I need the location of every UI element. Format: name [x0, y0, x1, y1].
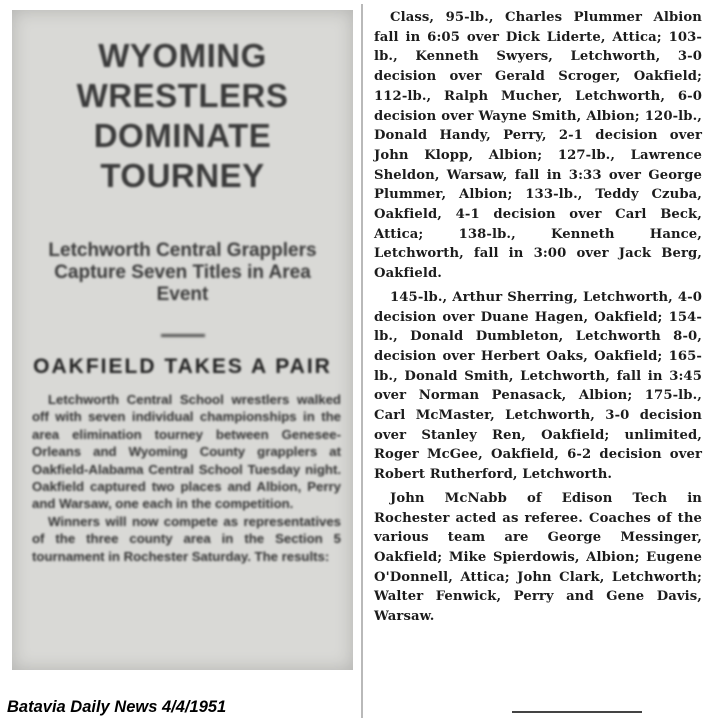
- source-caption: Batavia Daily News 4/4/1951: [7, 698, 227, 716]
- article-subhead: Letchworth Central Grapplers Capture Seven Titles in Area Event: [48, 240, 317, 305]
- article-kicker: OAKFIELD TAKES A PAIR: [33, 355, 332, 378]
- paragraph: Winners will now compete as representatives of the three county area in the Section 5 tournament in Rochester Saturday. The results:: [32, 513, 341, 564]
- paragraph: Class, 95-lb., Charles Plummer Albion fall in 6:05 over Dick Liderte, Attica; 103-lb., Kenneth Swyers, Letchworth, 3-0 decision over Gerald Scroger, Oakfield; 112-lb., Ralph Mucher, Letchworth, 6-0 decision over Wayne Smith, Albion; 120-lb., Donald Handy, Perry, 2-1 decision over John Klopp, Albion; 127-lb., Lawrence Sheldon, Warsaw, fall in 3:33 over George Plummer, Albion; 133-lb., Teddy Czuba, Oakfield, 4-1 decision over Carl Beck, Attica; 138-lb., Kenneth Hance, Letchworth, fall in 3:00 over Jack Berg, Oakfield.: [374, 10, 702, 282]
- right-column-results: [374, 8, 702, 708]
- section-divider: [161, 334, 205, 337]
- article-headline: WYOMING WRESTLERS DOMINATE TOURNEY: [76, 37, 289, 194]
- article-end-rule: [512, 711, 642, 713]
- paragraph: Letchworth Central School wrestlers walked off with seven individual championships in the area elimination tourney between Genesee-Orleans and Wyoming County grapplers at Oakfield-Alabama Central School Tuesday night. Oakfield captured two places and Albion, Perry and Warsaw, one each in the competition.: [32, 392, 341, 512]
- left-column-body: [32, 391, 341, 565]
- paragraph: John McNabb of Edison Tech in Rochester acted as referee. Coaches of the various team are George Messinger, Oakfield; Mike Spierdowis, Albion; Eugene O'Donnell, Attica; John Clark, Letchworth; Walter Fenwick, Perry and Gene Davis, Warsaw.: [374, 490, 702, 625]
- paragraph: 145-lb., Arthur Sherring, Letchworth, 4-0 decision over Duane Hagen, Oakfield; 154-lb., Donald Dumbleton, Letchworth 8-0, decision over Herbert Oaks, Oakfield; 165-lb., Donald Smith, Letchworth, fall in 3:45 over Norman Penasack, Albion; 175-lb., Carl McMaster, Letchworth, 3-0 decision over Stanley Ren, Oakfield; unlimited, Roger McGee, Oakfield, 6-2 decision over Robert Rutherford, Letchworth.: [374, 289, 702, 483]
- faded-left-column: [12, 10, 353, 670]
- column-divider: [361, 4, 363, 718]
